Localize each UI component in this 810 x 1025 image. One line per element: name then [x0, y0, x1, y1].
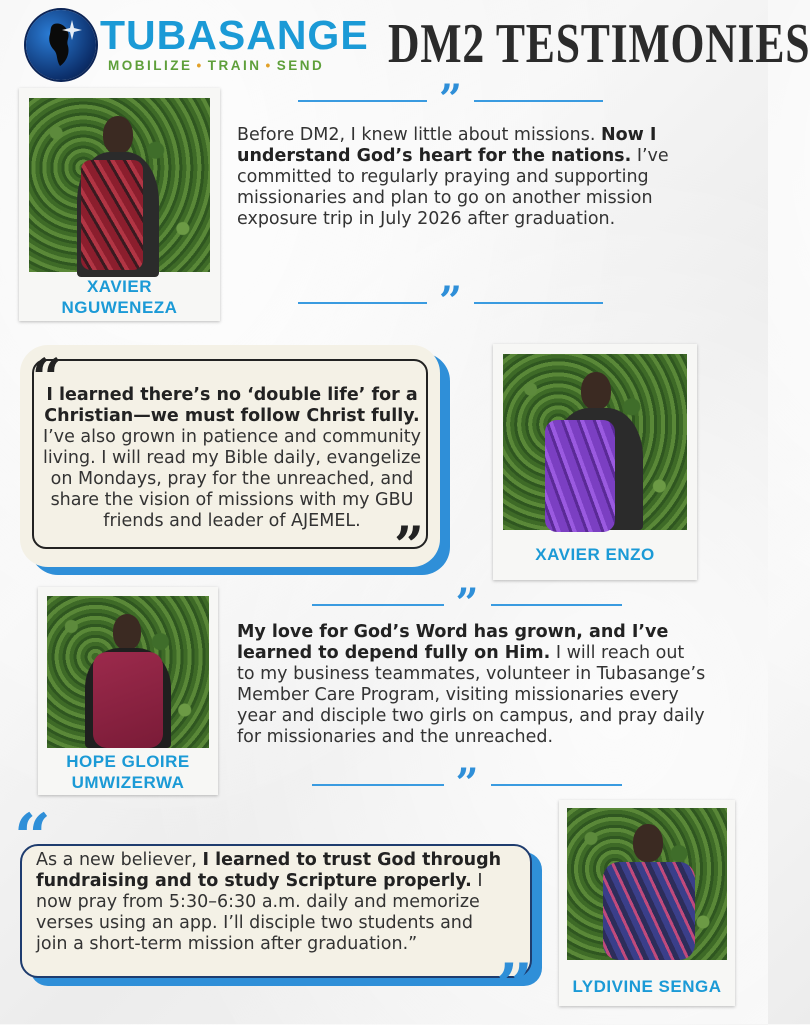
testimony-text: I learned there’s no ‘double life’ for a Christian—we must follow Christ fully. I’ve also grown in patience and community living. I will read my Bible daily, evangelize on Mondays, pray for the unreached, and share the vision of missions with my GBU friends and leader of AJEMEL. — [42, 385, 422, 531]
brand-tagline: MOBILIZE • TRAIN • SEND — [108, 58, 325, 73]
portrait-photo — [47, 596, 209, 748]
portrait-photo — [503, 354, 687, 530]
quote-divider — [298, 278, 603, 325]
quote-icon: ” — [439, 76, 463, 123]
open-quote-icon: “ — [14, 800, 51, 875]
testimony-name: XAVIER NGUWENEZA — [61, 277, 178, 317]
photo-card-hope-gloire — [38, 587, 218, 795]
testimony-text: My love for God’s Word has grown, and I’ve learned to depend fully on Him. I will reach out to my business teammates, volunteer in Tubasange’s Member Care Program, visiting missionaries every year and disciple two girls on campus, and pray daily for missionaries and the unreached. — [237, 622, 706, 747]
photo-card-xavier-nguweneza — [19, 88, 220, 321]
testimony-box — [20, 844, 532, 978]
page-title: DM2 TESTIMONIES — [388, 13, 810, 75]
testimony-name: HOPE GLOIRE UMWIZERWA — [66, 752, 190, 792]
quote-divider — [312, 760, 622, 807]
globe-logo-icon — [26, 10, 96, 80]
quote-divider — [298, 76, 603, 123]
close-quote-icon: ” — [496, 950, 533, 1025]
open-quote-icon: “ — [32, 348, 62, 409]
close-quote-icon: ” — [394, 516, 424, 577]
portrait-photo — [567, 808, 727, 960]
quote-icon: ” — [439, 278, 463, 325]
brand-name: TUBASANGE — [100, 12, 369, 58]
testimony-box — [20, 345, 440, 577]
photo-card-lydivine-senga — [559, 800, 735, 1006]
testimony-name: XAVIER ENZO — [535, 545, 655, 564]
portrait-photo — [29, 98, 210, 272]
testimony-text: As a new believer, I learned to trust God through fundraising and to study Scripture properly. I now pray from 5:30–6:30 a.m. daily and memorize verses using an app. I’ll disciple two students and join a short-term mission after graduation.” — [36, 850, 502, 954]
quote-icon: ” — [455, 760, 479, 807]
testimony-name: LYDIVINE SENGA — [572, 977, 722, 996]
photo-card-xavier-enzo — [493, 344, 697, 580]
quote-icon: ” — [455, 580, 479, 627]
testimony-text: Before DM2, I knew little about missions. Now I understand God’s heart for the nations. I’ve committed to regularly praying and supporting missionaries and plan to go on another mission exposure trip in July 2026 after graduation. — [237, 125, 669, 229]
quote-divider — [312, 580, 622, 627]
